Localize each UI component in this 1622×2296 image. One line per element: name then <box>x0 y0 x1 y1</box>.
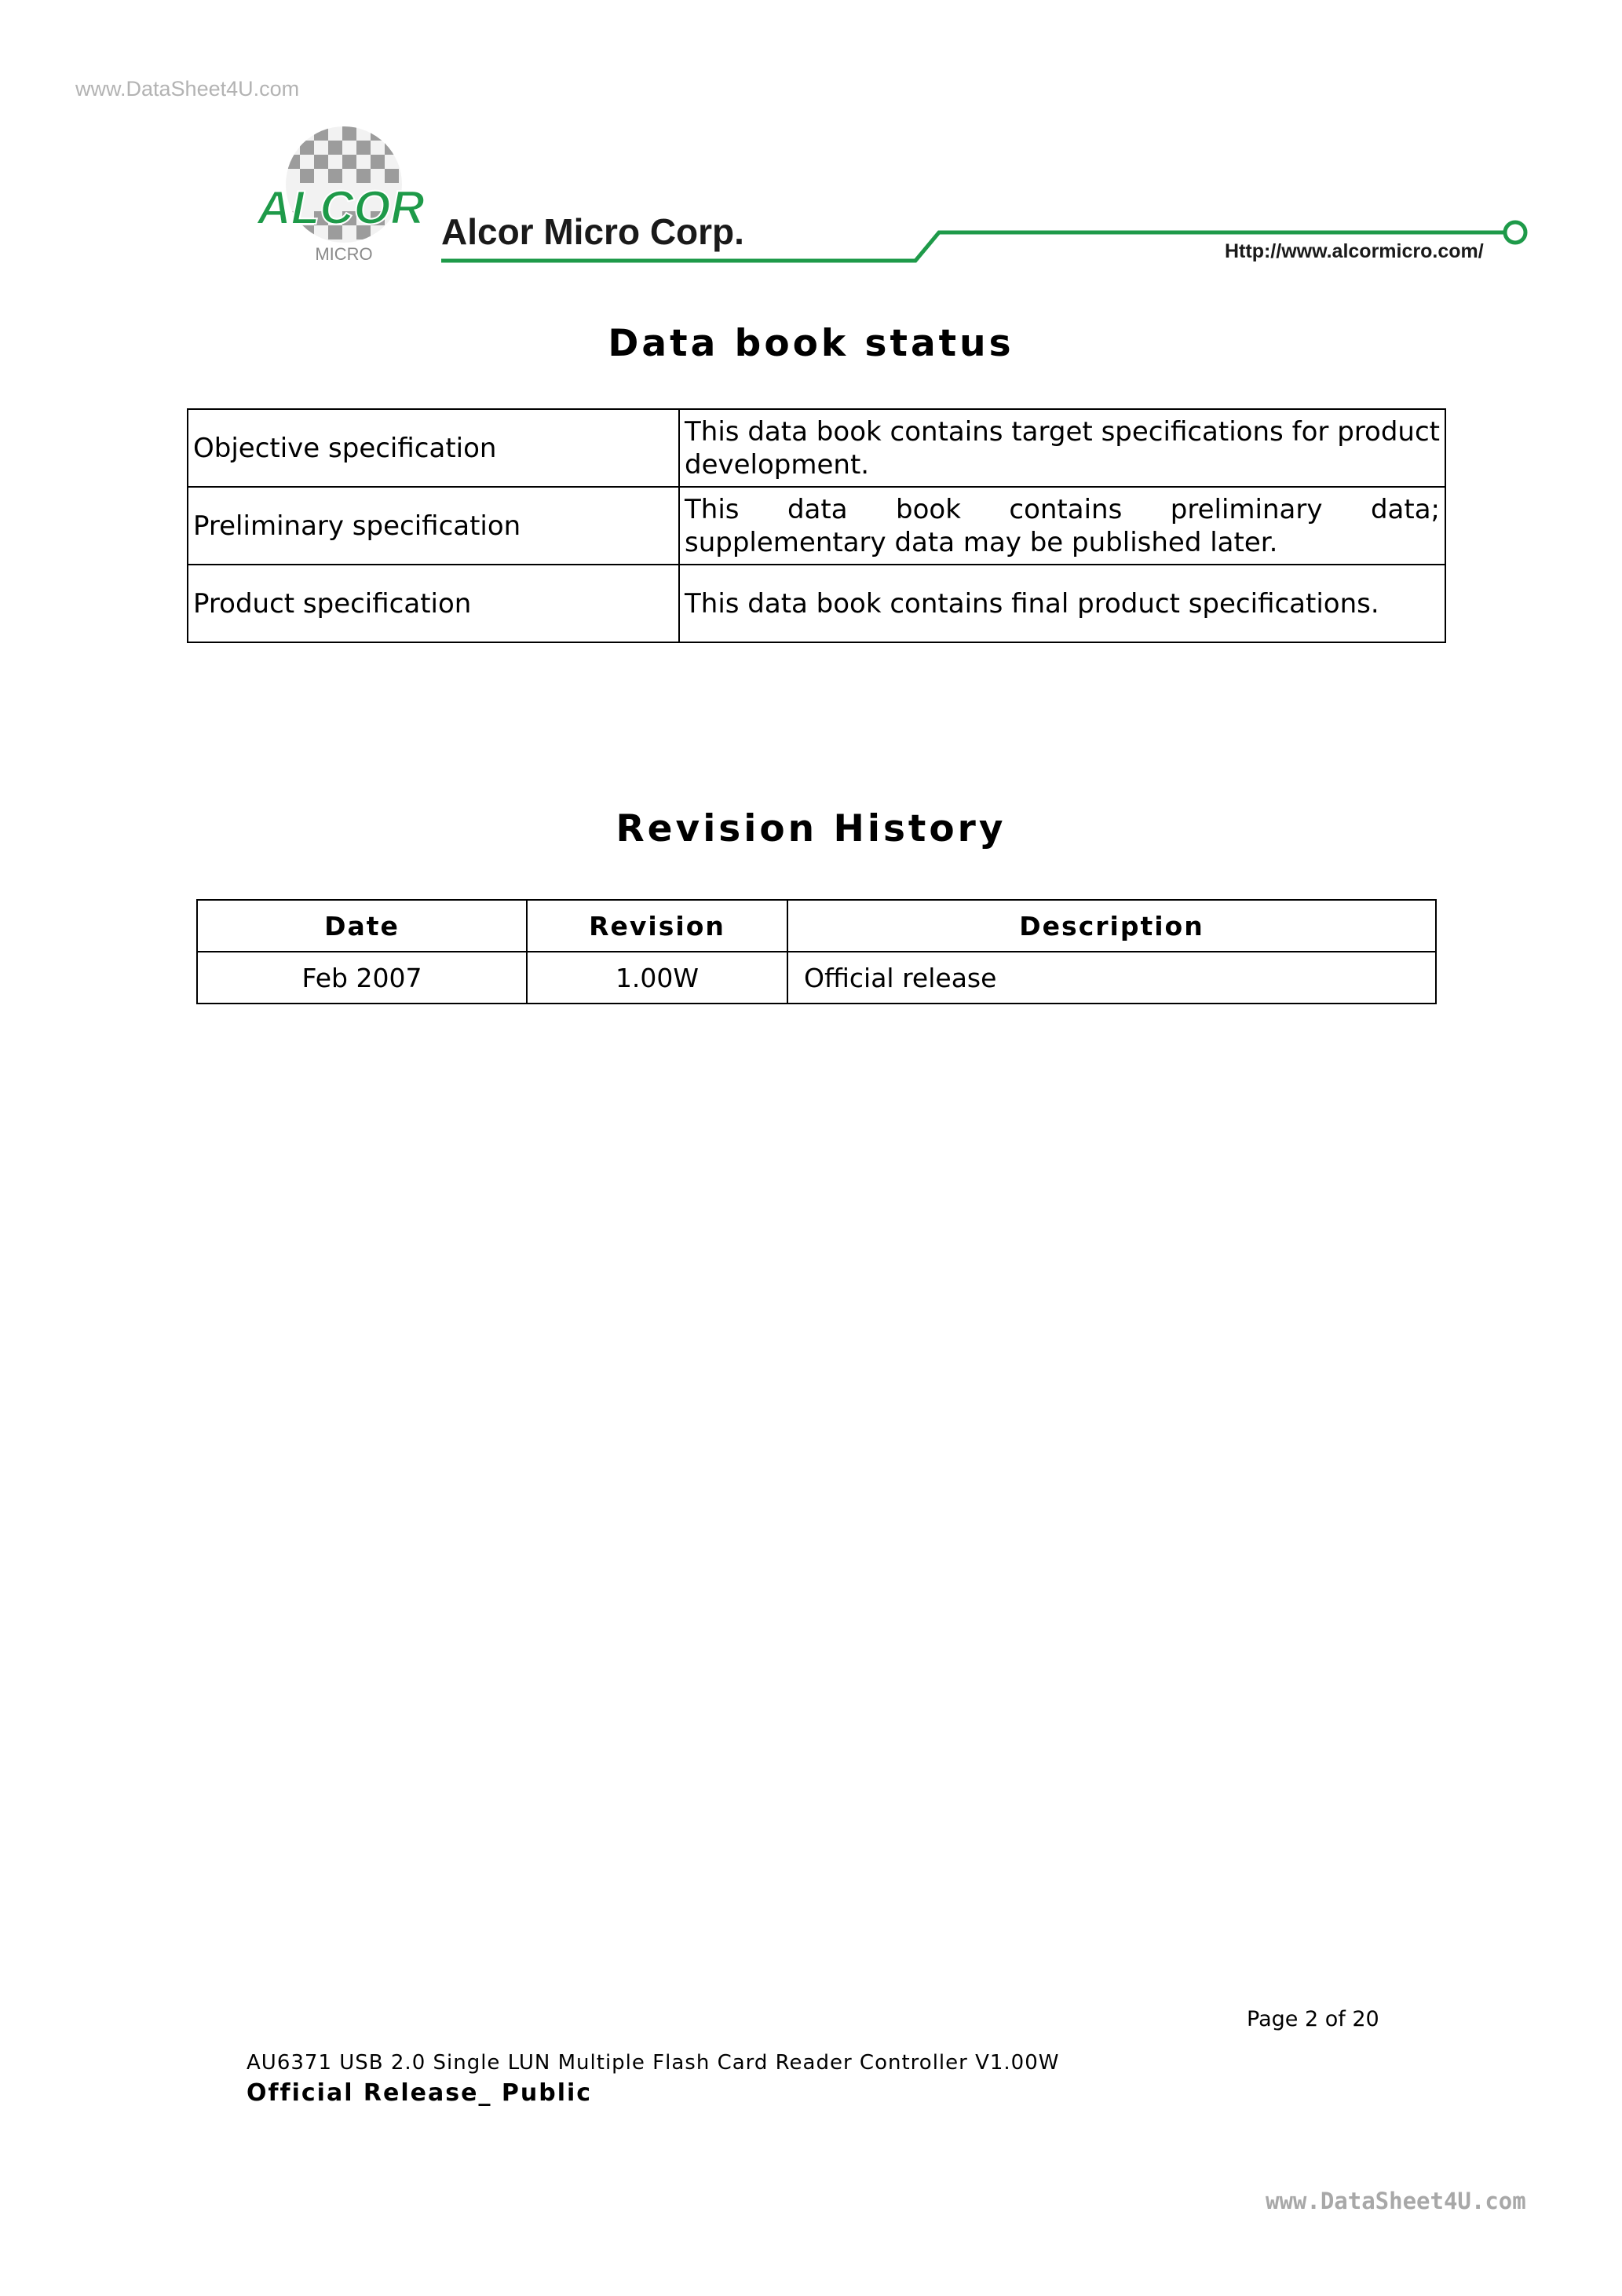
spec-name-cell: Objective specification <box>188 409 679 487</box>
spec-name-cell: Product specification <box>188 565 679 642</box>
watermark-bottom: www.DataSheet4U.com <box>1266 2188 1526 2214</box>
svg-text:MICRO: MICRO <box>315 244 373 264</box>
data-book-status-table <box>187 408 1446 643</box>
document-title: AU6371 USB 2.0 Single LUN Multiple Flash Card Reader Controller V1.00W <box>247 2051 1060 2075</box>
spec-description-cell: This data book contains final product specifications. <box>679 565 1445 642</box>
company-name: Alcor Micro Corp. <box>441 211 744 252</box>
spec-name-cell: Preliminary specification <box>188 487 679 565</box>
release-status: Official Release_ Public <box>247 2079 593 2107</box>
table-row <box>188 565 1445 642</box>
company-url: Http://www.alcormicro.com/ <box>1225 240 1484 262</box>
page-number: Page 2 of 20 <box>1247 2007 1379 2031</box>
column-header-revision: Revision <box>527 900 787 952</box>
watermark-top: www.DataSheet4U.com <box>75 77 300 101</box>
data-book-status-title: Data book status <box>608 322 1014 365</box>
revision-history-title: Revision History <box>616 807 1006 850</box>
revision-date-cell: Feb 2007 <box>197 952 527 1004</box>
svg-text:ALCOR: ALCOR <box>257 181 425 234</box>
spec-description-cell: This data book contains target specifications for product development. <box>679 409 1445 487</box>
column-header-date: Date <box>197 900 527 952</box>
revision-history-table <box>196 899 1437 1004</box>
revision-description-cell: Official release <box>787 952 1436 1004</box>
table-row <box>197 952 1436 1004</box>
table-header-row <box>197 900 1436 952</box>
alcor-logo <box>256 122 427 271</box>
column-header-description: Description <box>787 900 1436 952</box>
revision-number-cell: 1.00W <box>527 952 787 1004</box>
table-row <box>188 409 1445 487</box>
spec-description-cell: This data book contains preliminary data; supplementary data may be published later. <box>679 487 1445 565</box>
table-row <box>188 487 1445 565</box>
